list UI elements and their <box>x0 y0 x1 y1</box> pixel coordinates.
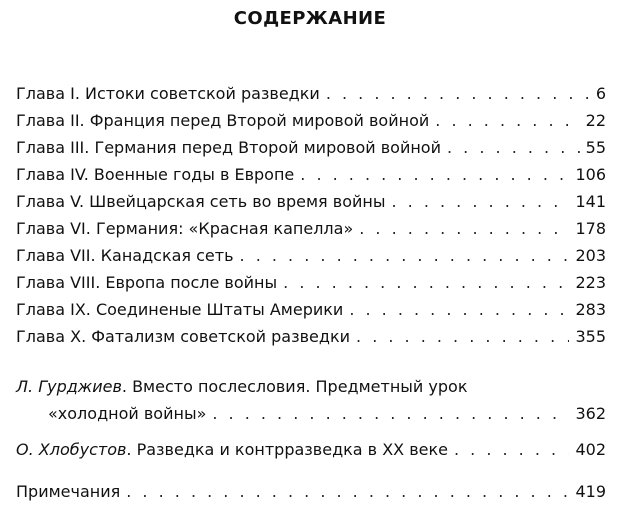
toc-entry-chapter-1[interactable] <box>16 82 606 106</box>
page-title: СОДЕРЖАНИЕ <box>233 8 387 29</box>
page-number: 22 <box>585 111 606 130</box>
dot-leader <box>126 480 569 504</box>
dot-leader <box>391 190 569 214</box>
dot-leader <box>454 438 569 462</box>
afterword-author: Л. Гурджиев <box>16 377 122 396</box>
entry-label: Глава IV. Военные годы в Европе <box>16 165 295 184</box>
page-number: 178 <box>575 219 606 238</box>
page-number: 223 <box>575 273 606 292</box>
toc-entry-notes[interactable] <box>16 480 606 504</box>
page-number: 419 <box>575 482 606 501</box>
page-number: 203 <box>575 246 606 265</box>
dot-leader <box>212 402 569 426</box>
entry-label: Глава I. Истоки советской разведки <box>16 84 320 103</box>
dot-leader <box>359 217 569 241</box>
dot-leader <box>240 244 570 268</box>
page-number: 6 <box>595 84 606 103</box>
toc-entry-afterword-line-2[interactable] <box>16 402 606 426</box>
page-number: 55 <box>585 138 606 157</box>
toc-entry-chapter-10[interactable] <box>16 325 606 349</box>
page-number: 362 <box>575 404 606 423</box>
toc-entry-chapter-8[interactable] <box>16 271 606 295</box>
entry-label: Глава X. Фатализм советской разведки <box>16 327 351 346</box>
toc-entry-chapter-9[interactable] <box>16 298 606 322</box>
entry-label: Глава VIII. Европа после войны <box>16 273 278 292</box>
entry-label: Примечания <box>16 482 121 501</box>
dot-leader <box>447 136 580 160</box>
dot-leader <box>300 163 569 187</box>
essay-author: О. Хлобустов <box>16 440 127 459</box>
toc-entry-essay[interactable] <box>16 438 606 462</box>
toc-entry-chapter-7[interactable] <box>16 244 606 268</box>
page-number: 106 <box>575 165 606 184</box>
dot-leader <box>349 298 569 322</box>
page-number: 141 <box>575 192 606 211</box>
entry-label: Глава III. Германия перед Второй мировой войной <box>16 138 441 157</box>
toc-entry-chapter-3[interactable] <box>16 136 606 160</box>
toc-entry-chapter-5[interactable] <box>16 190 606 214</box>
dot-leader <box>283 271 569 295</box>
entry-label <box>16 438 448 462</box>
page-number: 283 <box>575 300 606 319</box>
dot-leader <box>435 109 579 133</box>
page-number: 402 <box>575 440 606 459</box>
entry-label: Глава IX. Соединеные Штаты Америки <box>16 300 344 319</box>
entry-label: Глава II. Франция перед Второй мировой войной <box>16 111 430 130</box>
entry-label: Глава V. Швейцарская сеть во время войны <box>16 192 386 211</box>
essay-title: . Разведка и контрразведка в XX веке <box>126 440 448 459</box>
toc-entry-chapter-4[interactable] <box>16 163 606 187</box>
toc-entry-chapter-6[interactable] <box>16 217 606 241</box>
afterword-title-line-1: . Вместо послесловия. Предметный урок <box>121 377 468 396</box>
toc-entry-afterword-line-1[interactable] <box>16 375 606 399</box>
entry-label: Глава VI. Германия: «Красная капелла» <box>16 219 354 238</box>
toc-entry-chapter-2[interactable] <box>16 109 606 133</box>
dot-leader <box>356 325 569 349</box>
page-number: 355 <box>575 327 606 346</box>
dot-leader <box>326 82 590 106</box>
entry-label: Глава VII. Канадская сеть <box>16 246 234 265</box>
afterword-title-line-2: «холодной войны» <box>48 404 207 423</box>
